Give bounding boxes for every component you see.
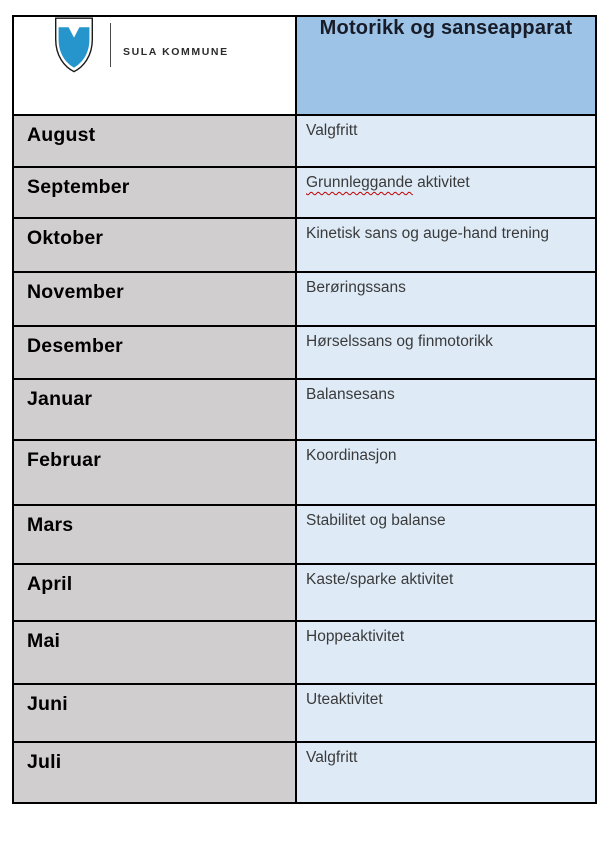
month-cell [13, 272, 296, 326]
table-row [13, 326, 596, 379]
month-cell [13, 167, 296, 218]
month-label: Juni [27, 693, 68, 715]
table-header [13, 16, 596, 115]
table-row [13, 505, 596, 564]
schedule-body [13, 115, 596, 803]
activity-label: Koordinasjon [306, 447, 397, 464]
table-row [13, 167, 596, 218]
activity-cell [296, 440, 596, 505]
table-row [13, 272, 596, 326]
month-cell [13, 440, 296, 505]
activity-label: Stabilitet og balanse [306, 512, 446, 529]
organization-name: SULA KOMMUNE [123, 46, 229, 58]
activity-cell [296, 742, 596, 803]
month-cell [13, 218, 296, 272]
activity-label: Berøringssans [306, 279, 406, 296]
activity-cell [296, 379, 596, 440]
page-title: Motorikk og sanseapparat [296, 16, 596, 115]
activity-label: Balansesans [306, 386, 395, 403]
activity-label: Grunnleggande aktivitet [306, 174, 470, 191]
month-label: Mai [27, 630, 61, 652]
month-label: Oktober [27, 227, 104, 249]
activity-label: Hørselssans og finmotorikk [306, 333, 493, 350]
month-cell [13, 621, 296, 684]
month-label: Juli [27, 751, 62, 773]
month-cell [13, 379, 296, 440]
month-cell [13, 742, 296, 803]
month-cell [13, 684, 296, 742]
month-label: Mars [27, 514, 74, 536]
month-cell [13, 564, 296, 621]
activity-cell [296, 272, 596, 326]
month-label: April [27, 573, 73, 595]
activity-label: Uteaktivitet [306, 691, 383, 708]
sula-kommune-logo [54, 17, 295, 73]
activity-cell [296, 218, 596, 272]
monthly-activity-table [12, 15, 597, 804]
activity-label: Valgfritt [306, 122, 358, 139]
table-row [13, 564, 596, 621]
activity-cell [296, 621, 596, 684]
activity-label: Kinetisk sans og auge-hand trening [306, 225, 549, 242]
month-label: Februar [27, 449, 102, 471]
month-cell [13, 505, 296, 564]
activity-cell [296, 167, 596, 218]
table-row [13, 621, 596, 684]
table-row [13, 115, 596, 167]
activity-cell [296, 326, 596, 379]
activity-cell [296, 564, 596, 621]
table-row [13, 218, 596, 272]
month-label: September [27, 176, 130, 198]
month-cell [13, 326, 296, 379]
brand-cell [13, 16, 296, 115]
activity-cell [296, 115, 596, 167]
table-row [13, 379, 596, 440]
activity-cell [296, 684, 596, 742]
spellcheck-underline: Grunnleggande [306, 174, 413, 191]
month-cell [13, 115, 296, 167]
month-label: Januar [27, 388, 93, 410]
sula-kommune-shield-icon [54, 17, 94, 73]
activity-label: Hoppeaktivitet [306, 628, 405, 645]
activity-cell [296, 505, 596, 564]
table-row [13, 742, 596, 803]
table-row [13, 684, 596, 742]
month-label: Desember [27, 335, 123, 357]
table-row [13, 440, 596, 505]
activity-label: Valgfritt [306, 749, 358, 766]
activity-label: Kaste/sparke aktivitet [306, 571, 454, 588]
logo-divider [110, 23, 111, 67]
month-label: August [27, 124, 96, 146]
header-row [13, 16, 596, 115]
month-label: November [27, 281, 124, 303]
